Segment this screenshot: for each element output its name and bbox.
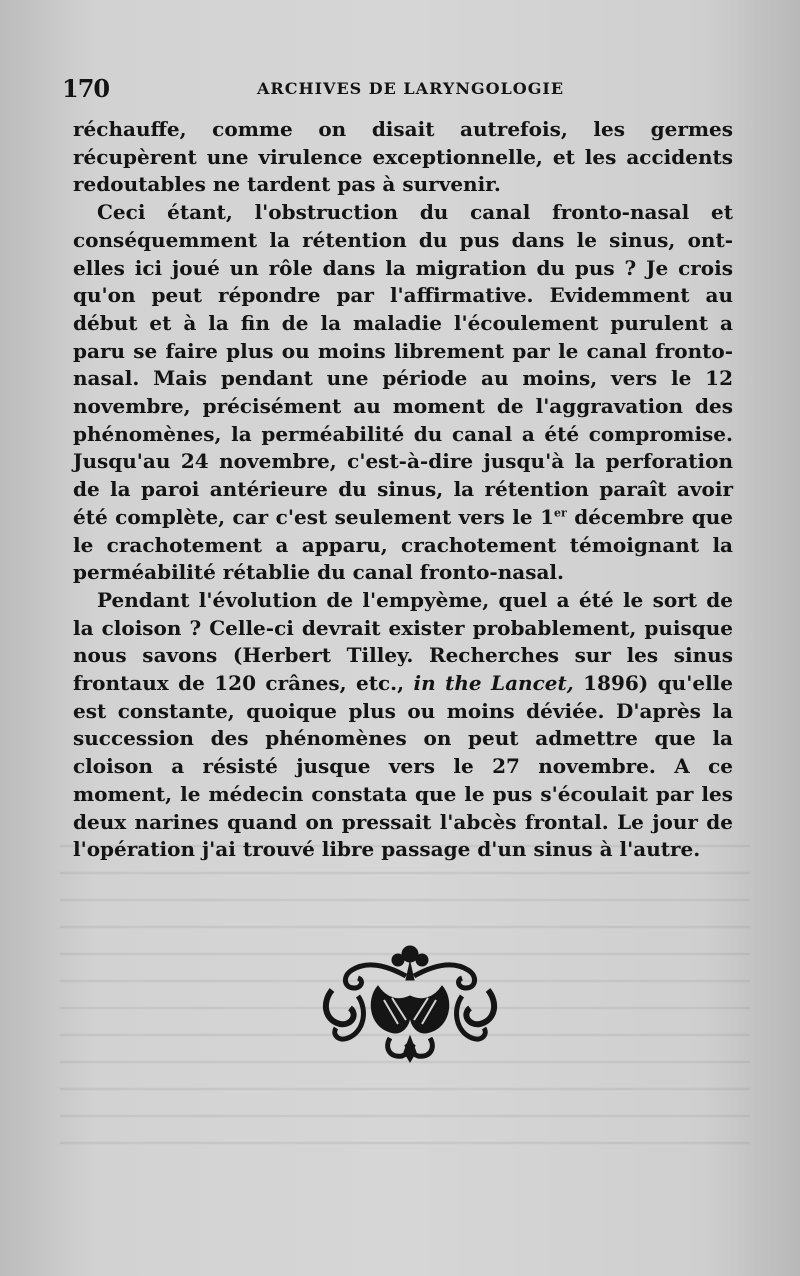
paragraph-2-text-a: Ceci étant, l'obstruction du canal fronto-nasal et conséquemment la rétention du pus dans le sinus, ont-elles ici joué un rôle dans la migration du pus ? Je crois qu'on peut répondre par l'affirmative. Evidemment au début et à la fin de la maladie l'écoulement purulent a paru se faire plus ou moins librement par le canal fronto-nasal. Mais pendant une période au moins, vers le 12 novembre, précisément au moment de l'aggravation des phénomènes, la perméabilité du canal a été compromise. Jusqu'au 24 novembre, c'est-à-dire jusqu'à la perforation de la paroi antérieure du sinus, la rétention paraît avoir été complète, car c'est seulement vers le 1 [73, 200, 733, 529]
journal-title: in the Lancet, [413, 671, 574, 696]
body-text [73, 116, 733, 864]
running-head: ARCHIVES DE LARYNGOLOGIE [257, 79, 565, 98]
superscript-er: er [553, 506, 567, 520]
page-number: 170 [62, 74, 110, 103]
paragraph-1 [73, 116, 733, 199]
paragraph-3 [73, 587, 733, 864]
paragraph-3-text-a: Pendant l'évolution de l'empyème, quel a été le sort de la cloison ? Celle-ci devrait exister probablement, puisque nous savons (Herbert Tilley. Recherches sur les sinus frontaux de 120 crânes, etc., [73, 587, 733, 696]
tailpiece-ornament-icon [318, 940, 502, 1064]
paragraph-2-text-b: décembre que le crachotement a apparu, crachotement témoignant la perméabilité rétablie du canal fronto-nasal. [73, 504, 733, 585]
paragraph-2 [73, 199, 733, 587]
paragraph-3-text-b: 1896) qu'elle est constante, quoique plus ou moins déviée. D'après la succession des phénomènes on peut admettre que la cloison a résisté jusque vers le 27 novembre. A ce moment, le médecin constata que le pus s'écoulait par les deux narines quand on pressait l'abcès frontal. Le jour de l'opération j'ai trouvé libre passage d'un sinus à l'autre. [73, 671, 733, 862]
paragraph-1-text: réchauffe, comme on disait autrefois, les germes récupèrent une virulence exceptionnelle, et les accidents redoutables ne tardent pas à survenir. [73, 117, 733, 197]
page-header [62, 74, 732, 106]
